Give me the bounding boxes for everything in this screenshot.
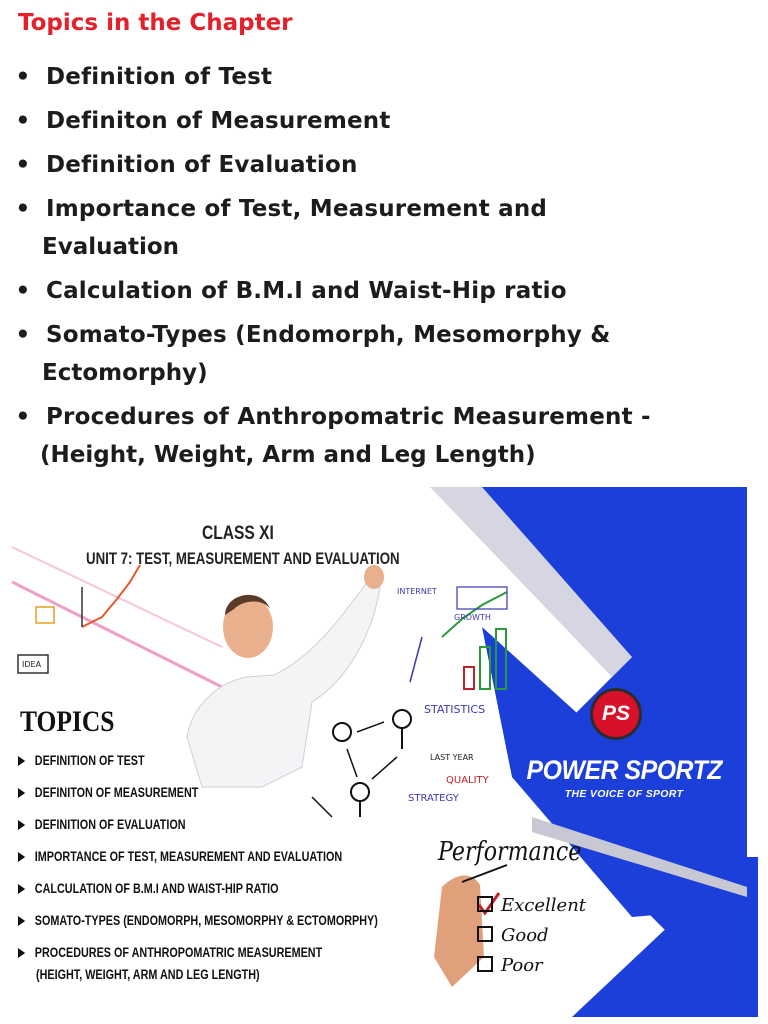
brand-name: POWER SPORTZ (526, 755, 722, 785)
board-word: STRATEGY (408, 793, 459, 804)
poster-topic-item: SOMATO-TYPES (ENDOMORPH, MESOMORPHY & ECTOMORPHY) (18, 913, 378, 928)
board-word: QUALITY (446, 775, 489, 786)
poster-topic-item: DEFINITION OF TEST (18, 753, 145, 768)
figure-head (333, 723, 351, 741)
triangle-bullet-icon (18, 756, 25, 766)
poster-topic-item: PROCEDURES OF ANTHROPOMATRIC MEASUREMENT (18, 945, 322, 960)
checkbox-icon (477, 926, 493, 942)
list-item: • Definiton of Measurement (15, 108, 391, 134)
list-item-continuation: Ectomorphy) (42, 360, 208, 386)
pen (462, 865, 507, 882)
board-word: INTERNET (397, 587, 437, 596)
sketch-bar (464, 667, 474, 689)
triangle-bullet-icon (18, 788, 25, 798)
sketch-line (82, 565, 140, 627)
board-word: IDEA (22, 660, 42, 669)
arrow (410, 637, 422, 682)
arrow (312, 797, 332, 817)
poster-unit-title: UNIT 7: TEST, MEASUREMENT AND EVALUATION (86, 549, 400, 568)
list-item: • Definition of Test (15, 64, 273, 90)
rating-poor: Poor (477, 955, 543, 976)
chapter-poster (12, 487, 758, 1017)
list-item: • Procedures of Anthropomatric Measurement - (15, 404, 651, 430)
board-word: GROWTH (454, 613, 491, 622)
arrow (372, 757, 397, 779)
triangle-bullet-icon (18, 820, 25, 830)
chapter-heading: Topics in the Chapter (18, 10, 293, 36)
arrow (357, 722, 384, 732)
board-word: STATISTICS (424, 703, 486, 716)
rating-excellent: Excellent (477, 895, 586, 916)
list-item-continuation: Evaluation (42, 234, 180, 260)
poster-topic-continuation: (HEIGHT, WEIGHT, ARM AND LEG LENGTH) (36, 967, 260, 982)
poster-topic-item: DEFINITION OF EVALUATION (18, 817, 186, 832)
figure-head (351, 783, 369, 801)
arrow (347, 749, 357, 777)
triangle-bullet-icon (18, 884, 25, 894)
rating-good: Good (477, 925, 549, 946)
performance-label: Performance (438, 837, 582, 867)
list-item: • Importance of Test, Measurement and (15, 196, 548, 222)
sketch-box (36, 607, 54, 623)
list-item: • Somato-Types (Endomorph, Mesomorphy & (15, 322, 611, 348)
poster-class-title: CLASS XI (202, 523, 274, 544)
triangle-bullet-icon (18, 852, 25, 862)
checkbox-icon (477, 956, 493, 972)
list-item: • Definition of Evaluation (15, 152, 358, 178)
brand-tagline: THE VOICE OF SPORT (564, 788, 684, 800)
checkbox-icon (477, 896, 493, 912)
board-word: LAST YEAR (430, 753, 474, 762)
poster-topic-item: DEFINITON OF MEASUREMENT (18, 785, 198, 800)
poster-topic-item: IMPORTANCE OF TEST, MEASUREMENT AND EVALUATION (18, 849, 342, 864)
triangle-bullet-icon (18, 916, 25, 926)
figure-head (393, 710, 411, 728)
list-item: • Calculation of B.M.I and Waist-Hip ratio (15, 278, 567, 304)
brand-block (514, 755, 734, 800)
triangle-bullet-icon (18, 948, 25, 958)
power-sportz-logo: PS (590, 688, 642, 740)
poster-topic-item: CALCULATION OF B.M.I AND WAIST-HIP RATIO (18, 881, 279, 896)
poster-topics-heading: TOPICS (20, 705, 115, 738)
list-item-continuation: (Height, Weight, Arm and Leg Length) (40, 442, 536, 468)
